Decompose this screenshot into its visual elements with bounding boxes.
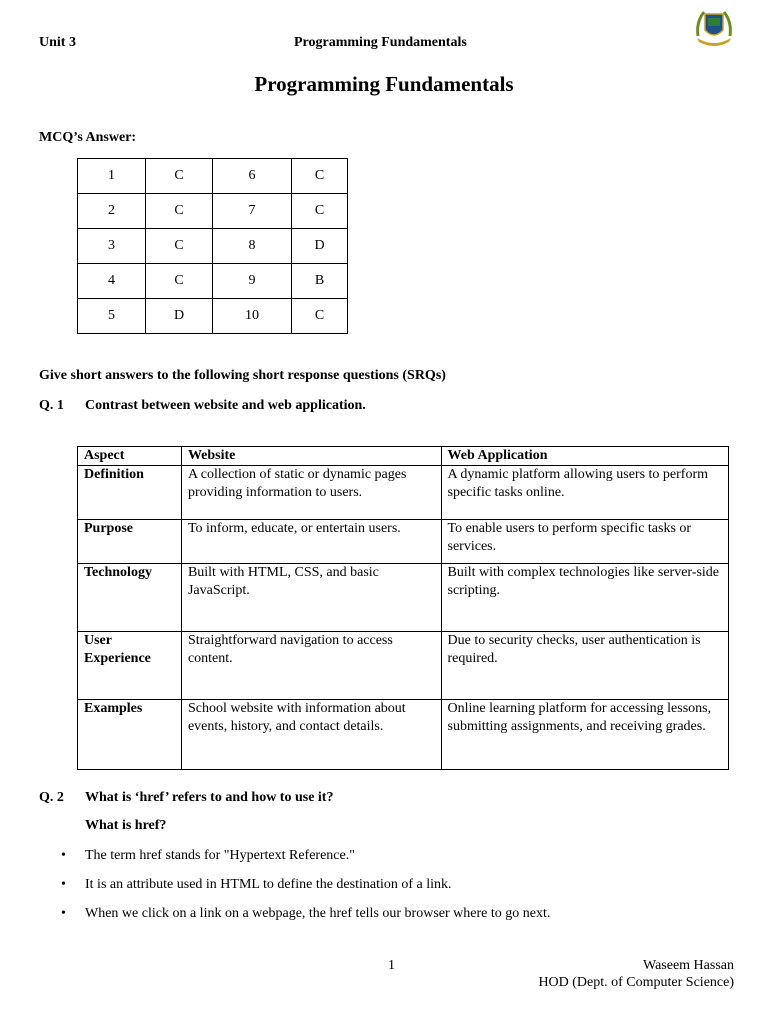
bullet-icon: • [61,877,66,892]
mcq-heading: MCQ’s Answer: [39,130,137,145]
page-title: Programming Fundamentals [254,72,514,96]
column-header: Website [181,447,441,466]
table-cell: Online learning platform for accessing lessons, submitting assignments, and receiving grades. [441,700,728,770]
table-row [78,520,729,564]
question-1-text: Contrast between website and web application. [85,398,366,413]
table-row [78,194,348,229]
table-cell: 6 [213,159,292,194]
column-header: Aspect [78,447,182,466]
table-row [78,466,729,520]
header-course: Programming Fundamentals [294,35,467,50]
table-cell: 1 [78,159,146,194]
table-cell: D [146,299,213,334]
table-row [78,229,348,264]
question-2-text: What is ‘href’ refers to and how to use it? [85,790,334,805]
table-cell: D [292,229,348,264]
table-cell: To inform, educate, or entertain users. [181,520,441,564]
table-cell: 7 [213,194,292,229]
table-cell: Built with HTML, CSS, and basic JavaScript. [181,564,441,632]
question-1-number: Q. 1 [39,398,64,413]
table-cell: 4 [78,264,146,299]
table-cell: To enable users to perform specific tasks or services. [441,520,728,564]
table-cell: C [292,299,348,334]
srq-heading: Give short answers to the following short response questions (SRQs) [39,368,446,383]
table-cell: B [292,264,348,299]
school-crest-icon [694,6,734,48]
table-cell: Built with complex technologies like server-side scripting. [441,564,728,632]
row-label: Technology [78,564,182,632]
row-label: Examples [78,700,182,770]
bullet-icon: • [61,906,66,921]
table-row [78,632,729,700]
table-cell: 3 [78,229,146,264]
table-cell: C [146,159,213,194]
table-row [78,159,348,194]
footer-author: Waseem Hassan [642,958,734,973]
footer-role: HOD (Dept. of Computer Science) [538,975,734,990]
table-row [78,564,729,632]
question-2-number: Q. 2 [39,790,64,805]
comparison-table [77,446,729,770]
row-label: Purpose [78,520,182,564]
table-row [78,264,348,299]
table-cell: 2 [78,194,146,229]
table-cell: 8 [213,229,292,264]
table-row [78,700,729,770]
mcq-answer-table [77,158,348,334]
table-cell: A collection of static or dynamic pages providing information to users. [181,466,441,520]
header-unit: Unit 3 [39,35,76,50]
table-cell: School website with information about events, history, and contact details. [181,700,441,770]
page-number: 1 [388,958,395,973]
row-label: User Experience [78,632,182,700]
table-row [78,299,348,334]
table-cell: 10 [213,299,292,334]
table-cell: 5 [78,299,146,334]
table-cell: C [146,264,213,299]
table-cell: C [146,194,213,229]
column-header: Web Application [441,447,728,466]
row-label: Definition [78,466,182,520]
table-cell: 9 [213,264,292,299]
table-cell: C [292,194,348,229]
question-2-subheading: What is href? [85,818,167,833]
table-cell: A dynamic platform allowing users to perform specific tasks online. [441,466,728,520]
table-cell: Due to security checks, user authentication is required. [441,632,728,700]
table-cell: C [146,229,213,264]
bullet-icon: • [61,848,66,863]
table-header-row [78,447,729,466]
table-cell: Straightforward navigation to access content. [181,632,441,700]
table-cell: C [292,159,348,194]
